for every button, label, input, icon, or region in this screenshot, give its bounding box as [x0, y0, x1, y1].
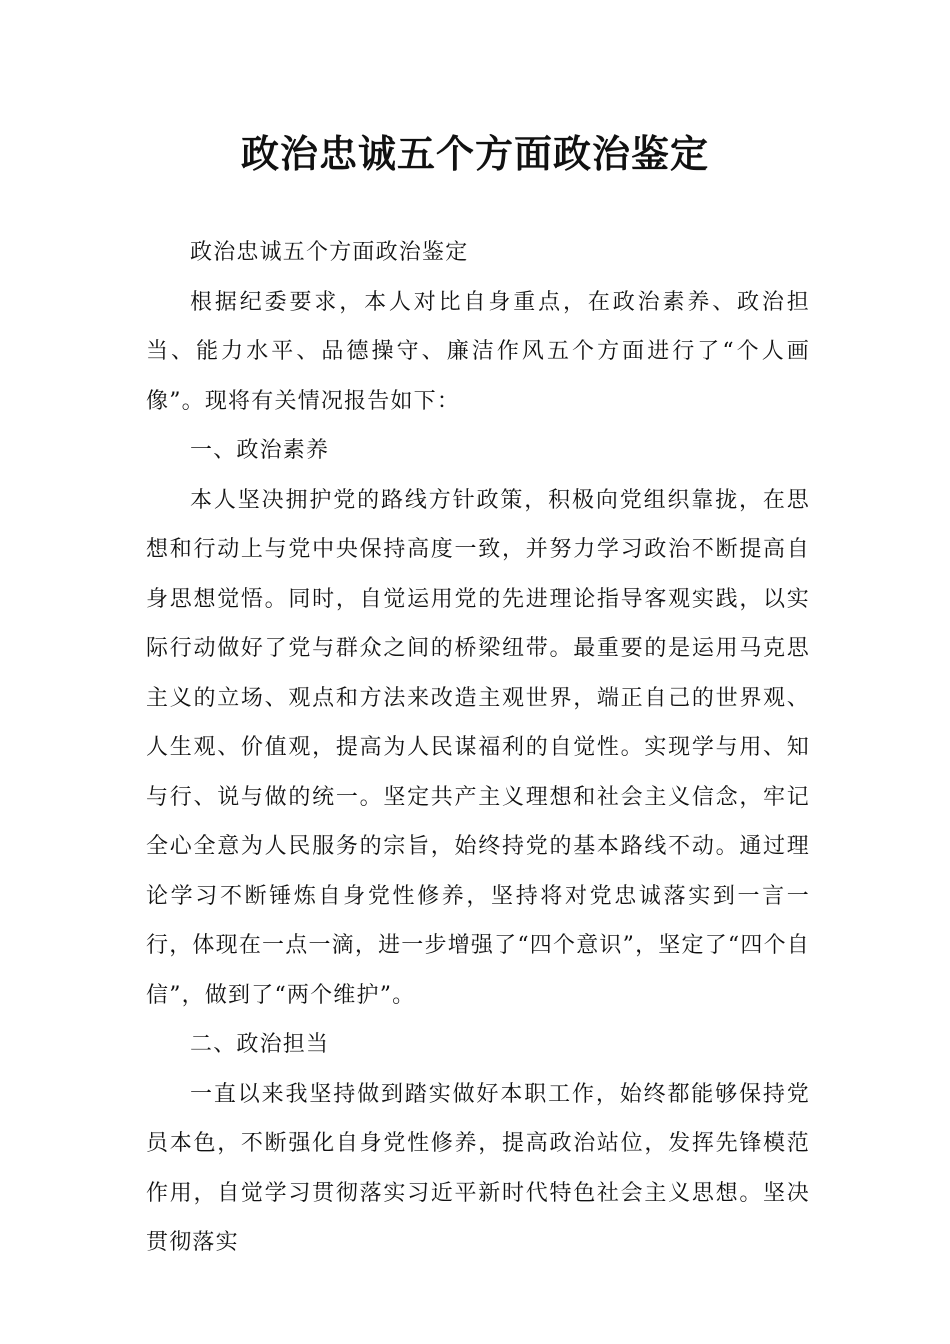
section-heading-political-quality: 一、政治素养 — [190, 438, 330, 463]
political-quality-paragraph: 本人坚决拥护党的路线方针政策，积极向党组织靠拢，在思想和行动上与党中央保持高度一致，并努力学习政治不断提高自身思想觉悟。同时，自觉运用党的先进理论指导客观实践，以实际行动做好了党与群众之间的桥梁纽带。最重要的是运用马克思主义的立场、观点和方法来改造主观世界，端正自己的世界观、人生观、价值观，提高为人民谋福利的自觉性。实现学与用、知与行、说与做的统一。坚定共产主义理想和社会主义信念，牢记全心全意为人民服务的宗旨，始终持党的基本路线不动。通过理论学习不断锤炼自身党性修养，坚持将对党忠诚落实到一言一行，体现在一点一滴，进一步增强了“四个意识”，坚定了“四个自信”，做到了“两个维护”。 — [146, 487, 810, 1008]
document-title: 政治忠诚五个方面政治鉴定 — [240, 132, 709, 176]
subtitle-paragraph: 政治忠诚五个方面政治鉴定 — [190, 240, 469, 265]
political-responsibility-paragraph: 一直以来我坚持做到踏实做好本职工作，始终都能够保持党员本色，不断强化自身党性修养，提高政治站位，发挥先锋模范作用，自觉学习贯彻落实习近平新时代特色社会主义思想。坚决贯彻落实 — [146, 1081, 810, 1255]
section-heading-political-responsibility: 二、政治担当 — [190, 1032, 330, 1057]
document-body — [146, 228, 810, 1268]
intro-paragraph: 根据纪委要求，本人对比自身重点，在政治素养、政治担当、能力水平、品德操守、廉洁作风五个方面进行了“个人画像”。现将有关情况报告如下： — [146, 289, 810, 414]
